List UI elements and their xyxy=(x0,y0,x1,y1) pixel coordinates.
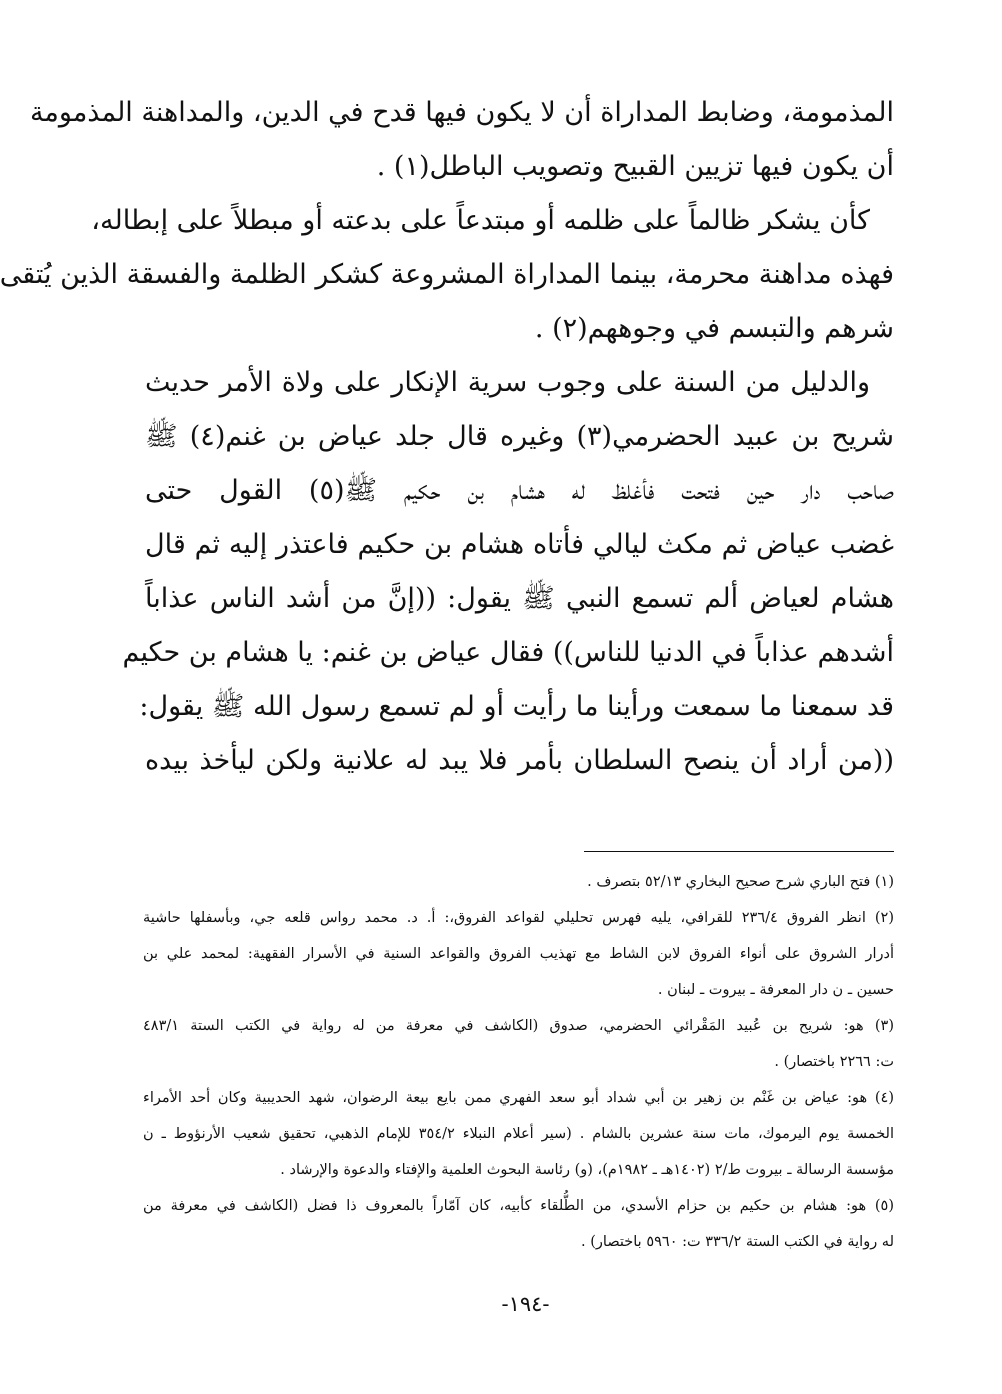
page-number: -١٩٤- xyxy=(501,1292,550,1316)
text-line: والدليل من السنة على وجوب سرية الإنكار على ولاة الأمر حديث xyxy=(145,367,870,398)
footnote-line: (٣) هو: شريح بن عُبيد المَقْرائي الحضرمي، صدوق (الكاشف في معرفة من له رواية في الكتب الستة ٤٨٣/١ xyxy=(143,1018,894,1034)
footnote-line: (١) فتح الباري شرح صحيح البخاري ٥٢/١٣ بتصرف . xyxy=(587,874,894,890)
footnote-line: (٤) هو: عياض بن غَنْم بن زهير بن أبي شداد أبو سعد الفهري ممن بايع بيعة الرضوان، شهد الحديبية وكان أحد الأمراء xyxy=(143,1090,894,1106)
text-line: المذمومة، وضابط المداراة أن لا يكون فيها قدح في الدين، والمداهنة المذمومة xyxy=(29,97,894,128)
text-line: صاحب دار حين فتحت فأغلظ له هشام بن حكيم ﷺ(٥) القول حتى xyxy=(145,475,894,506)
footnote-line: ت: ٢٢٦٦ باختصار) . xyxy=(774,1054,894,1070)
text-line: فهذه مداهنة محرمة، بينما المداراة المشروعة كشكر الظلمة والفسقة الذين يُتقى xyxy=(0,259,894,290)
footnote-separator xyxy=(584,851,894,852)
footnote-line: له رواية في الكتب الستة ٣٣٦/٢ ت: ٥٩٦٠ باختصار) . xyxy=(581,1234,894,1250)
main-text xyxy=(0,86,895,788)
footnotes xyxy=(143,864,894,1260)
footnote-line: حسين ـ ن دار المعرفة ـ بيروت ـ لبنان . xyxy=(657,982,894,998)
text-line: كأن يشكر ظالماً على ظلمه أو مبتدعاً على بدعته أو مبطلاً على إبطاله، xyxy=(91,205,870,236)
text-line: أشدهم عذاباً في الدنيا للناس)) فقال عياض بن غنم: يا هشام بن حكيم xyxy=(122,637,894,668)
text-line: شرهم والتبسم في وجوههم(٢) . xyxy=(534,313,894,344)
text-line: ((من أراد أن ينصح السلطان بأمر فلا يبد له علانية ولكن ليأخذ بيده xyxy=(145,745,894,776)
footnote-line: (٢) انظر الفروق ٢٣٦/٤ للقرافي، يليه فهرس تحليلي لقواعد الفروق،: أ. د. محمد رواس قلعه جي، وبأسفلها حاشية xyxy=(143,910,894,926)
text-line: غضب عياض ثم مكث ليالي فأتاه هشام بن حكيم فاعتذر إليه ثم قال xyxy=(145,529,894,560)
text-line: هشام لعياض ألم تسمع النبي ﷺ يقول: ((إنَّ من أشد الناس عذاباً xyxy=(145,583,894,614)
text-line: قد سمعنا ما سمعت ورأينا ما رأيت أو لم تسمع رسول الله ﷺ يقول: xyxy=(139,691,894,722)
footnote-line: أدرار الشروق على أنواء الفروق لابن الشاط مع تهذيب الفروق والقواعد السنية في الأسرار الفقهية: لمحمد علي بن xyxy=(143,946,894,962)
footnote-line: مؤسسة الرسالة ـ بيروت ط/٢ (١٤٠٢هـ ـ ١٩٨٢م)، (و) رئاسة البحوث العلمية والإفتاء والدعوة والإرشاد . xyxy=(280,1162,894,1178)
footnote-line: (٥) هو: هشام بن حكيم بن حزام الأسدي، من الطُّلقاء كأبيه، كان آمّاراً بالمعروف ذا فضل (الكاشف في معرفة من xyxy=(143,1198,894,1214)
text-line: أن يكون فيها تزيين القبيح وتصويب الباطل(١) . xyxy=(376,151,894,182)
footnote-line: الخمسة يوم اليرموك، مات سنة عشرين بالشام . (سير أعلام النبلاء ٣٥٤/٢ للإمام الذهبي، تحقيق شعيب الأرنؤوط ـ ن xyxy=(143,1126,894,1142)
text-line: شريح بن عبيد الحضرمي(٣) وغيره قال جلد عياض بن غنم(٤) ﷺ xyxy=(145,421,895,452)
